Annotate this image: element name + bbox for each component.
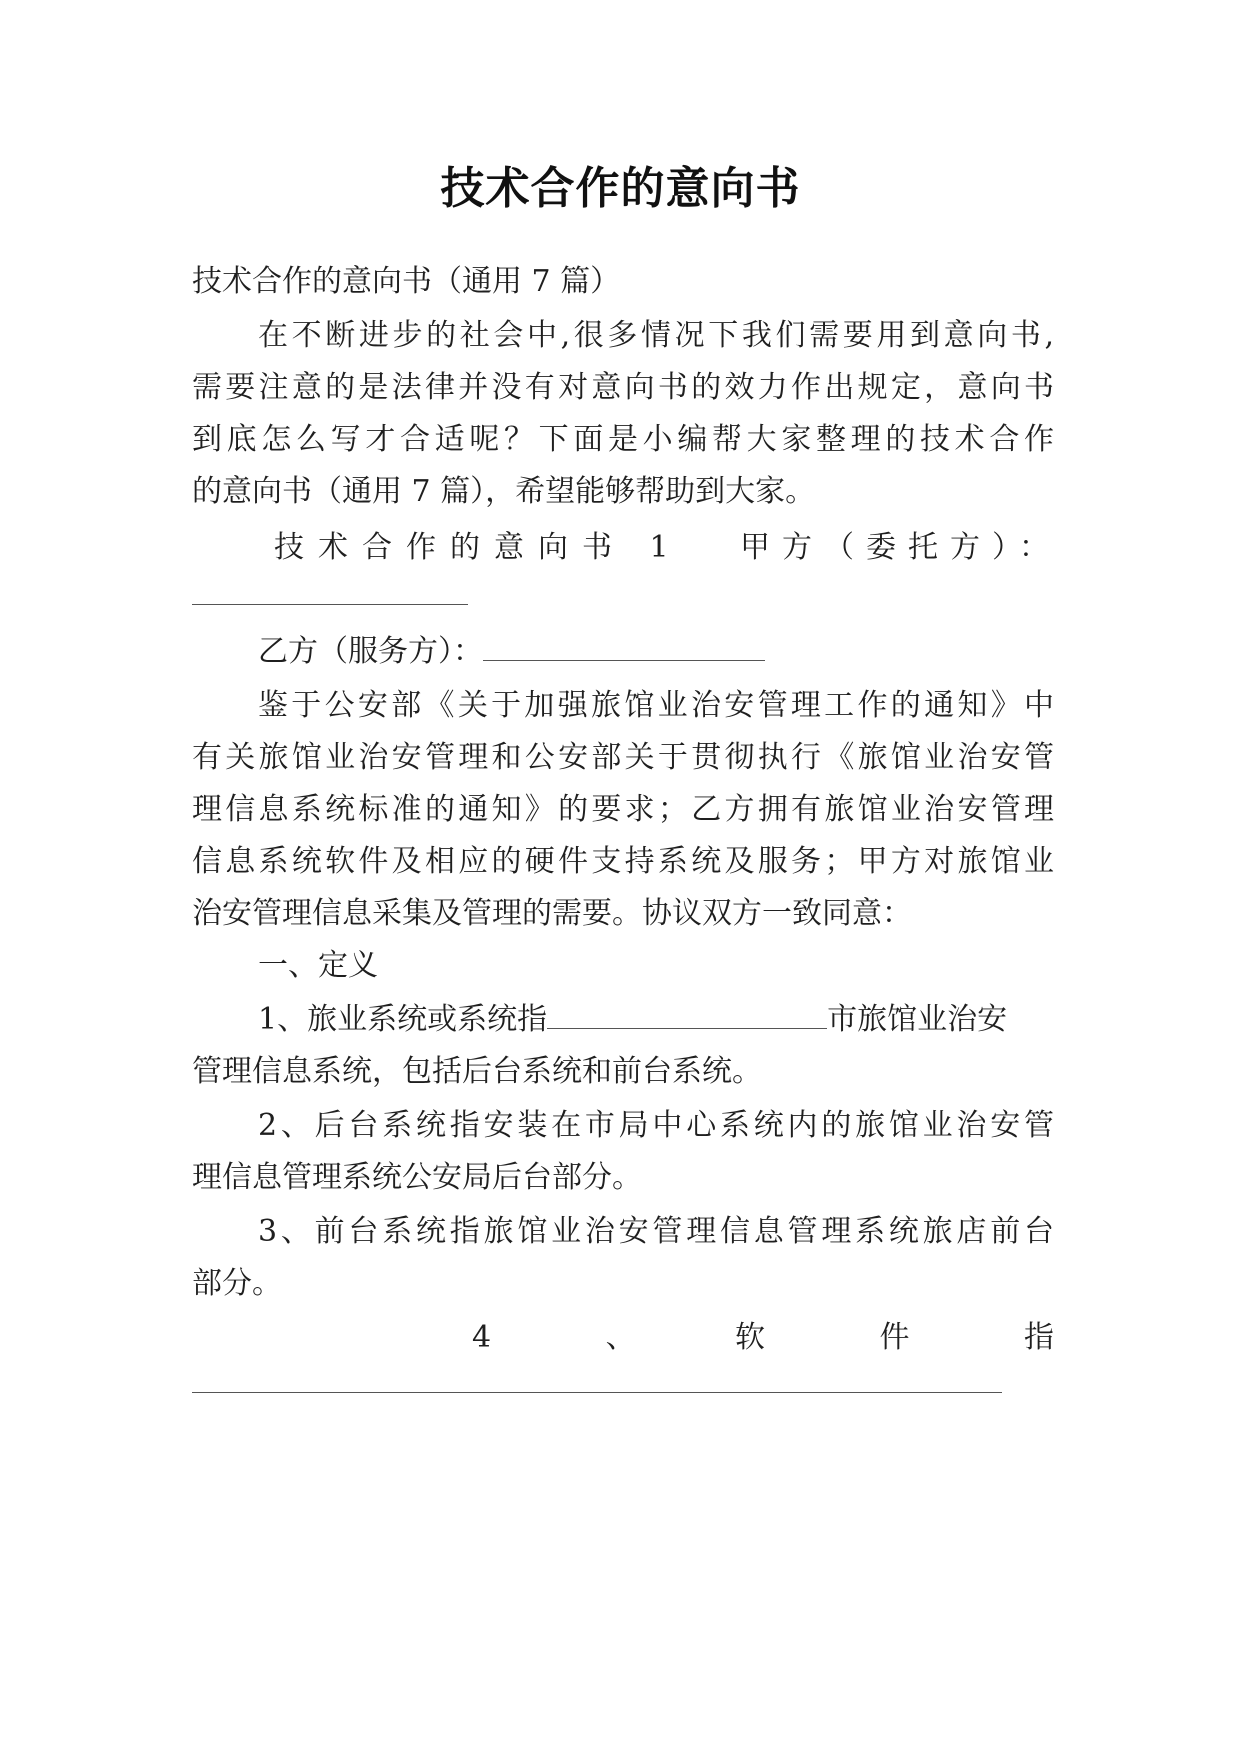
def1-suffix: 市旅馆业治安 — [827, 1002, 1008, 1037]
def1-prefix: 1、旅业系统或系统指 — [258, 1002, 548, 1037]
intro-line-4: 的意向书（通用 7 篇），希望能够帮助到大家。 — [192, 474, 816, 509]
def4-blank — [192, 1392, 1002, 1393]
whereas-line-5: 治安管理信息采集及管理的需要。协议双方一致同意： — [192, 896, 912, 931]
def1-blank — [547, 1002, 827, 1029]
party-a-label: 甲方（委托方）： — [740, 530, 1061, 565]
def2-line-2: 理信息管理系统公安局后台部分。 — [192, 1160, 642, 1195]
def3-line-1: 3、前台系统指旅馆业治安管理信息管理系统旅店前台 — [258, 1214, 1054, 1249]
party-b-blank — [483, 634, 765, 661]
document-subtitle: 技术合作的意向书（通用 7 篇） — [192, 264, 621, 299]
def1-line — [258, 1000, 1054, 1040]
document-title: 技术合作的意向书 — [440, 163, 801, 214]
party-a-blank — [192, 604, 468, 605]
intro-line-1: 在不断进步的社会中,很多情况下我们需要用到意向书, — [258, 318, 1054, 353]
whereas-line-3: 理信息系统标准的通知》的要求；乙方拥有旅馆业治安管理 — [192, 792, 1054, 827]
definitions-heading: 一、定义 — [258, 948, 378, 983]
intro-line-3: 到底怎么写才合适呢？下面是小编帮大家整理的技术合作 — [192, 422, 1054, 457]
def4-line-1: 4 、 软 件 指 — [472, 1320, 1054, 1355]
def1-continuation: 管理信息系统，包括后台系统和前台系统。 — [192, 1054, 762, 1089]
party-b-line — [258, 632, 1054, 672]
section1-heading: 技术合作的意向书 1 — [274, 530, 683, 565]
def3-line-2: 部分。 — [192, 1266, 282, 1301]
whereas-line-1: 鉴于公安部《关于加强旅馆业治安管理工作的通知》中 — [258, 688, 1054, 723]
intro-line-2: 需要注意的是法律并没有对意向书的效力作出规定，意向书 — [192, 370, 1054, 405]
whereas-line-4: 信息系统软件及相应的硬件支持系统及服务；甲方对旅馆业 — [192, 844, 1054, 879]
def2-line-1: 2、后台系统指安装在市局中心系统内的旅馆业治安管 — [258, 1108, 1054, 1143]
whereas-line-2: 有关旅馆业治安管理和公安部关于贯彻执行《旅馆业治安管 — [192, 740, 1054, 775]
party-b-label: 乙方（服务方）： — [258, 634, 483, 669]
